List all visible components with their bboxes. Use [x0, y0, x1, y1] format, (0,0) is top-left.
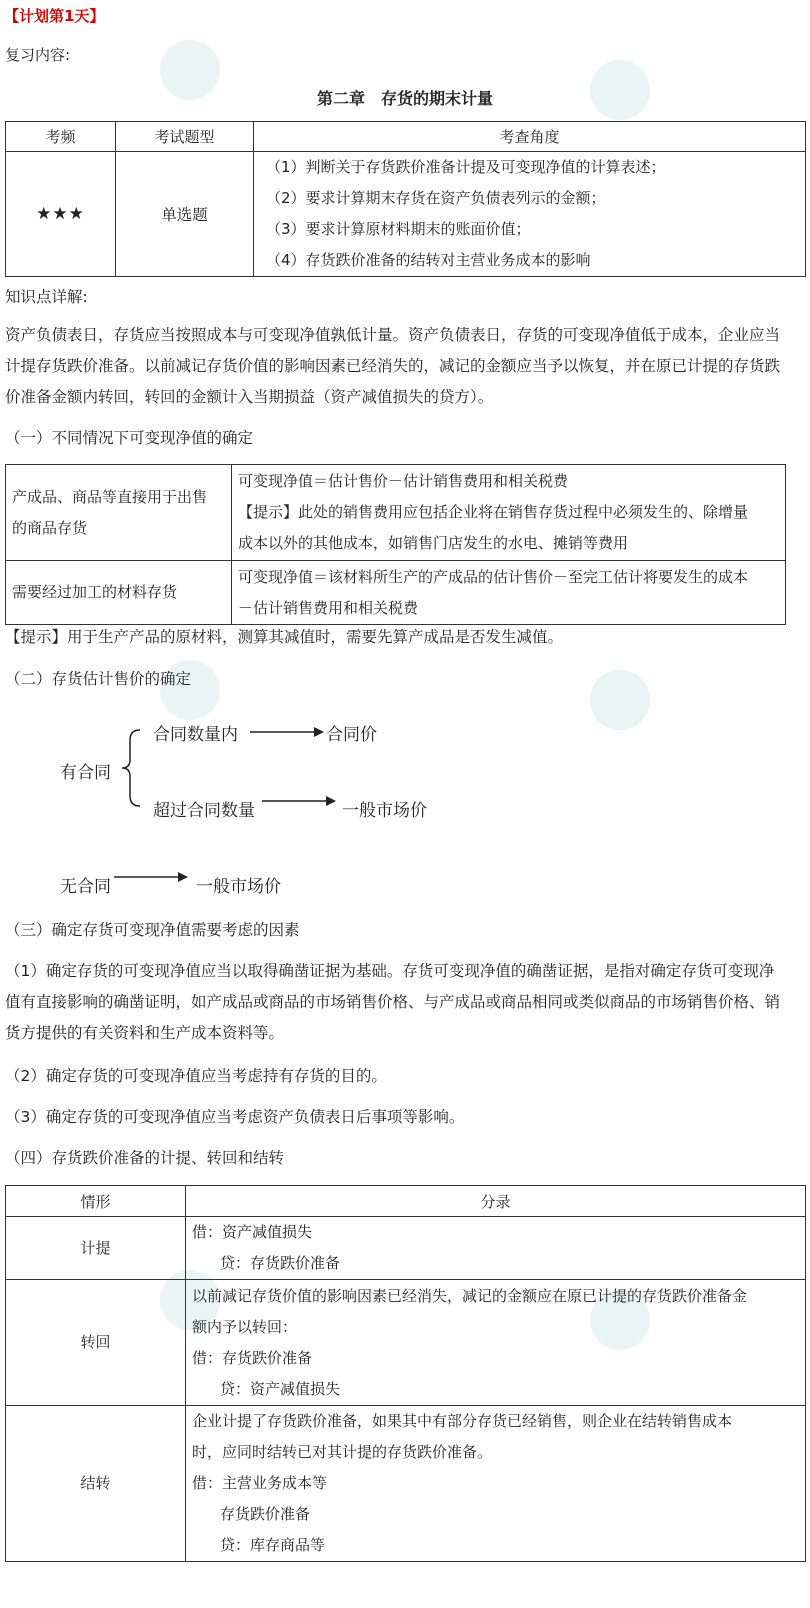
- nrv-table: [5, 464, 786, 625]
- chapter-title: 第二章 存货的期末计量: [316, 89, 493, 108]
- entry-cell: [186, 1406, 806, 1562]
- arrow-icon: [250, 725, 325, 739]
- entry-cell: [186, 1280, 806, 1406]
- section-heading: （三）确定存货可变现净值需要考虑的因素: [5, 921, 300, 939]
- text-line: 计提存货跌价准备。以前减记存货价值的影响因素已经消失的，减记的金额应当予以恢复，并在原已计提的存货跌: [5, 357, 781, 375]
- table-header-row: [6, 122, 806, 152]
- contract-price-label: 合同价: [326, 725, 377, 745]
- exam-info-table: [5, 121, 806, 277]
- text-line: 需要经过加工的材料存货: [12, 583, 178, 601]
- case-cell: 转回: [6, 1280, 186, 1406]
- table-row: [6, 465, 786, 561]
- text-line: 借：资产减值损失: [192, 1223, 313, 1241]
- case-cell: [6, 561, 232, 625]
- text-line: 产成品、商品等直接用于出售: [12, 487, 208, 506]
- text-line: 【提示】此处的销售费用应包括企业将在销售存货过程中必须发生的、除增量: [238, 503, 749, 521]
- section-heading: （四）存货跌价准备的计提、转回和结转: [5, 1149, 285, 1167]
- formula-cell: [232, 561, 786, 625]
- text-line: 贷：库存商品等: [220, 1536, 326, 1554]
- text-line: 企业计提了存货跌价准备，如果其中有部分存货已经销售，则企业在结转销售成本: [192, 1412, 733, 1430]
- text-line: 贷：存货跌价准备: [220, 1254, 341, 1272]
- within-quantity-label: 合同数量内: [153, 725, 238, 745]
- text-line: －估计销售费用和相关税费: [238, 598, 419, 617]
- text-line: 资产负债表日，存货应当按照成本与可变现净值孰低计量。资产负债表日，存货的可变现净值低于成本，企业应当: [5, 326, 781, 344]
- plan-title: 【计划第1天】: [4, 7, 105, 25]
- arrow-icon: [114, 870, 189, 884]
- text-line: 以前减记存货价值的影响因素已经消失，减记的金额应在原已计提的存货跌价准备金: [192, 1286, 748, 1305]
- text-line: 时，应同时结转已对其计提的存货跌价准备。: [192, 1443, 493, 1461]
- review-label: 复习内容:: [5, 46, 71, 64]
- column-header: 考查角度: [254, 122, 806, 152]
- table-row: [6, 1280, 806, 1406]
- text-line: 成本以外的其他成本，如销售门店发生的水电、摊销等费用: [238, 534, 629, 552]
- journal-table: [5, 1185, 806, 1562]
- exam-angles: [254, 152, 806, 277]
- text-line: 借：存货跌价准备: [192, 1348, 313, 1367]
- column-header: 考试题型: [116, 122, 254, 152]
- frequency-stars: ★★★: [6, 152, 116, 277]
- angle-item: （2）要求计算期末存货在资产负债表列示的金额；: [266, 189, 606, 207]
- text-line: 贷：资产减值损失: [220, 1379, 341, 1398]
- beyond-quantity-label: 超过合同数量: [153, 801, 255, 821]
- market-price-label: 一般市场价: [342, 801, 427, 821]
- table-row: [6, 1217, 806, 1280]
- market-price-label: 一般市场价: [196, 877, 281, 897]
- text-line: 借：主营业务成本等: [192, 1474, 328, 1492]
- text-line: 的商品存货: [12, 518, 88, 537]
- factor-paragraph: [5, 956, 805, 1049]
- column-header: 情形: [6, 1186, 186, 1217]
- table-row: [6, 152, 806, 277]
- entry-cell: [186, 1217, 806, 1280]
- text-line: 存货跌价准备: [220, 1505, 311, 1523]
- tip-text: 【提示】用于生产产品的原材料，测算其减值时，需要先算产成品是否发生减值。: [5, 628, 564, 646]
- angle-item: （4）存货跌价准备的结转对主营业务成本的影响: [266, 251, 591, 269]
- angle-item: （1）判断关于存货跌价准备计提及可变现净值的计算表述；: [266, 158, 666, 176]
- arrow-icon: [262, 794, 337, 808]
- factor-paragraph: （3）确定存货的可变现净值应当考虑资产负债表日后事项等影响。: [5, 1108, 465, 1126]
- text-line: 额内予以转回：: [192, 1317, 298, 1336]
- section-heading: （二）存货估计售价的确定: [5, 670, 192, 688]
- case-cell: [6, 465, 232, 561]
- question-type: 单选题: [116, 152, 254, 277]
- factor-paragraph: （2）确定存货的可变现净值应当考虑持有存货的目的。: [5, 1067, 387, 1085]
- table-row: [6, 1406, 806, 1562]
- text-line: 价准备金额内转回，转回的金额计入当期损益（资产减值损失的贷方）。: [5, 388, 494, 406]
- text-line: 货方提供的有关资料和生产成本资料等。: [5, 1024, 285, 1042]
- section-heading: （一）不同情况下可变现净值的确定: [5, 429, 254, 447]
- case-cell: 计提: [6, 1217, 186, 1280]
- text-line: 可变现净值＝该材料所生产的产成品的估计售价－至完工估计将要发生的成本: [238, 567, 749, 586]
- text-line: 可变现净值＝估计售价－估计销售费用和相关税费: [238, 472, 569, 490]
- table-row: [6, 561, 786, 625]
- text-line: 值有直接影响的确凿证明，如产成品或商品的市场销售价格、与产成品或商品相同或类似商品的市场销售价格、销: [5, 993, 781, 1011]
- formula-cell: [232, 465, 786, 561]
- intro-paragraph: [5, 320, 805, 413]
- no-contract-label: 无合同: [60, 877, 111, 897]
- brace-icon: [118, 728, 148, 808]
- price-diagram: [0, 700, 810, 900]
- has-contract-label: 有合同: [60, 763, 111, 783]
- column-header: 分录: [186, 1186, 806, 1217]
- case-cell: 结转: [6, 1406, 186, 1562]
- angle-item: （3）要求计算原材料期末的账面价值；: [266, 220, 531, 238]
- knowledge-label: 知识点详解:: [5, 288, 88, 306]
- column-header: 考频: [6, 122, 116, 152]
- text-line: （1）确定存货的可变现净值应当以取得确凿证据为基础。存货可变现净值的确凿证据，是指对确定存货可变现净: [5, 962, 775, 980]
- table-header-row: [6, 1186, 806, 1217]
